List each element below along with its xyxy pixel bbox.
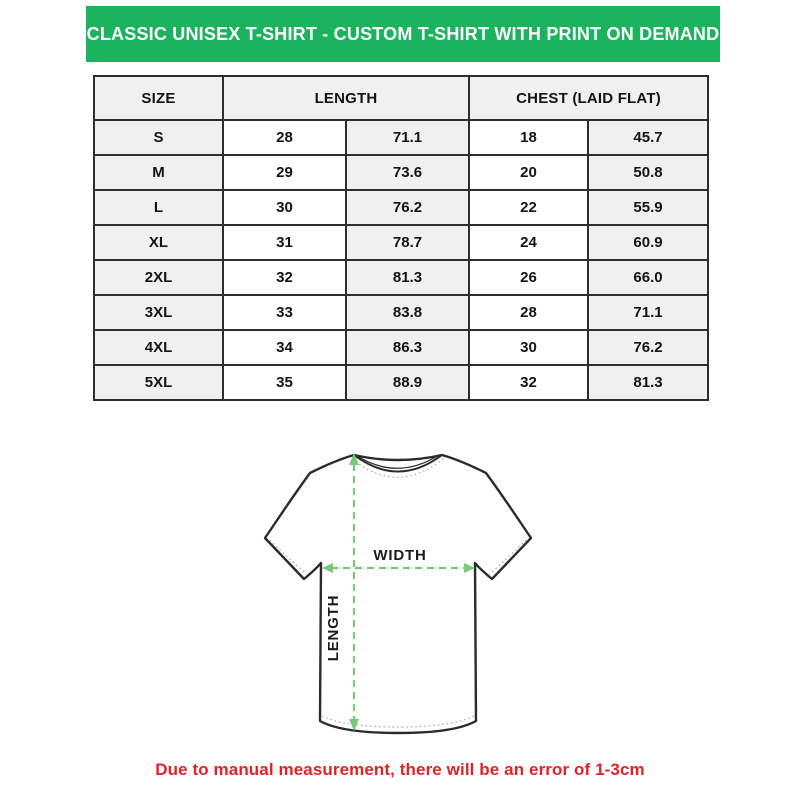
column-header: LENGTH xyxy=(223,76,469,120)
measurement-cell: 78.7 xyxy=(346,225,469,260)
measurement-cell: 18 xyxy=(469,120,588,155)
measurement-cell: 32 xyxy=(469,365,588,400)
measurement-cell: 29 xyxy=(223,155,346,190)
measurement-cell: 55.9 xyxy=(588,190,708,225)
size-cell: 3XL xyxy=(94,295,223,330)
measurement-cell: 34 xyxy=(223,330,346,365)
measurement-cell: 73.6 xyxy=(346,155,469,190)
measurement-cell: 71.1 xyxy=(346,120,469,155)
measurement-cell: 76.2 xyxy=(588,330,708,365)
size-cell: 2XL xyxy=(94,260,223,295)
measurement-cell: 50.8 xyxy=(588,155,708,190)
measurement-cell: 28 xyxy=(223,120,346,155)
size-cell: L xyxy=(94,190,223,225)
measurement-cell: 81.3 xyxy=(588,365,708,400)
measurement-cell: 76.2 xyxy=(346,190,469,225)
size-chart-table xyxy=(93,75,709,401)
column-header: CHEST (LAID FLAT) xyxy=(469,76,708,120)
column-header: SIZE xyxy=(94,76,223,120)
measurement-error-note xyxy=(0,760,800,780)
measurement-cell: 88.9 xyxy=(346,365,469,400)
tshirt-measurement-diagram xyxy=(240,440,560,760)
size-chart-body xyxy=(94,120,708,400)
size-cell: S xyxy=(94,120,223,155)
measurement-cell: 22 xyxy=(469,190,588,225)
measurement-cell: 30 xyxy=(469,330,588,365)
table-row xyxy=(94,120,708,155)
title-banner xyxy=(86,6,720,62)
size-chart-header-row xyxy=(94,76,708,120)
table-row xyxy=(94,295,708,330)
width-label: WIDTH xyxy=(373,547,427,564)
measurement-cell: 83.8 xyxy=(346,295,469,330)
size-cell: 4XL xyxy=(94,330,223,365)
page-title: CLASSIC UNISEX T-SHIRT - CUSTOM T-SHIRT WITH PRINT ON DEMAND xyxy=(86,23,720,44)
length-label: LENGTH xyxy=(325,594,342,662)
measurement-cell: 33 xyxy=(223,295,346,330)
measurement-cell: 86.3 xyxy=(346,330,469,365)
measurement-cell: 60.9 xyxy=(588,225,708,260)
table-row xyxy=(94,155,708,190)
measurement-cell: 20 xyxy=(469,155,588,190)
measurement-cell: 66.0 xyxy=(588,260,708,295)
table-row xyxy=(94,225,708,260)
measurement-cell: 45.7 xyxy=(588,120,708,155)
table-row xyxy=(94,330,708,365)
table-row xyxy=(94,260,708,295)
measurement-cell: 31 xyxy=(223,225,346,260)
measurement-error-text: Due to manual measurement, there will be an error of 1-3cm xyxy=(155,760,645,779)
measurement-cell: 32 xyxy=(223,260,346,295)
measurement-cell: 28 xyxy=(469,295,588,330)
table-row xyxy=(94,190,708,225)
measurement-cell: 24 xyxy=(469,225,588,260)
size-cell: XL xyxy=(94,225,223,260)
measurement-cell: 35 xyxy=(223,365,346,400)
size-cell: M xyxy=(94,155,223,190)
measurement-cell: 81.3 xyxy=(346,260,469,295)
measurement-cell: 30 xyxy=(223,190,346,225)
measurement-cell: 26 xyxy=(469,260,588,295)
size-cell: 5XL xyxy=(94,365,223,400)
table-row xyxy=(94,365,708,400)
measurement-cell: 71.1 xyxy=(588,295,708,330)
tshirt-outline xyxy=(265,455,531,733)
